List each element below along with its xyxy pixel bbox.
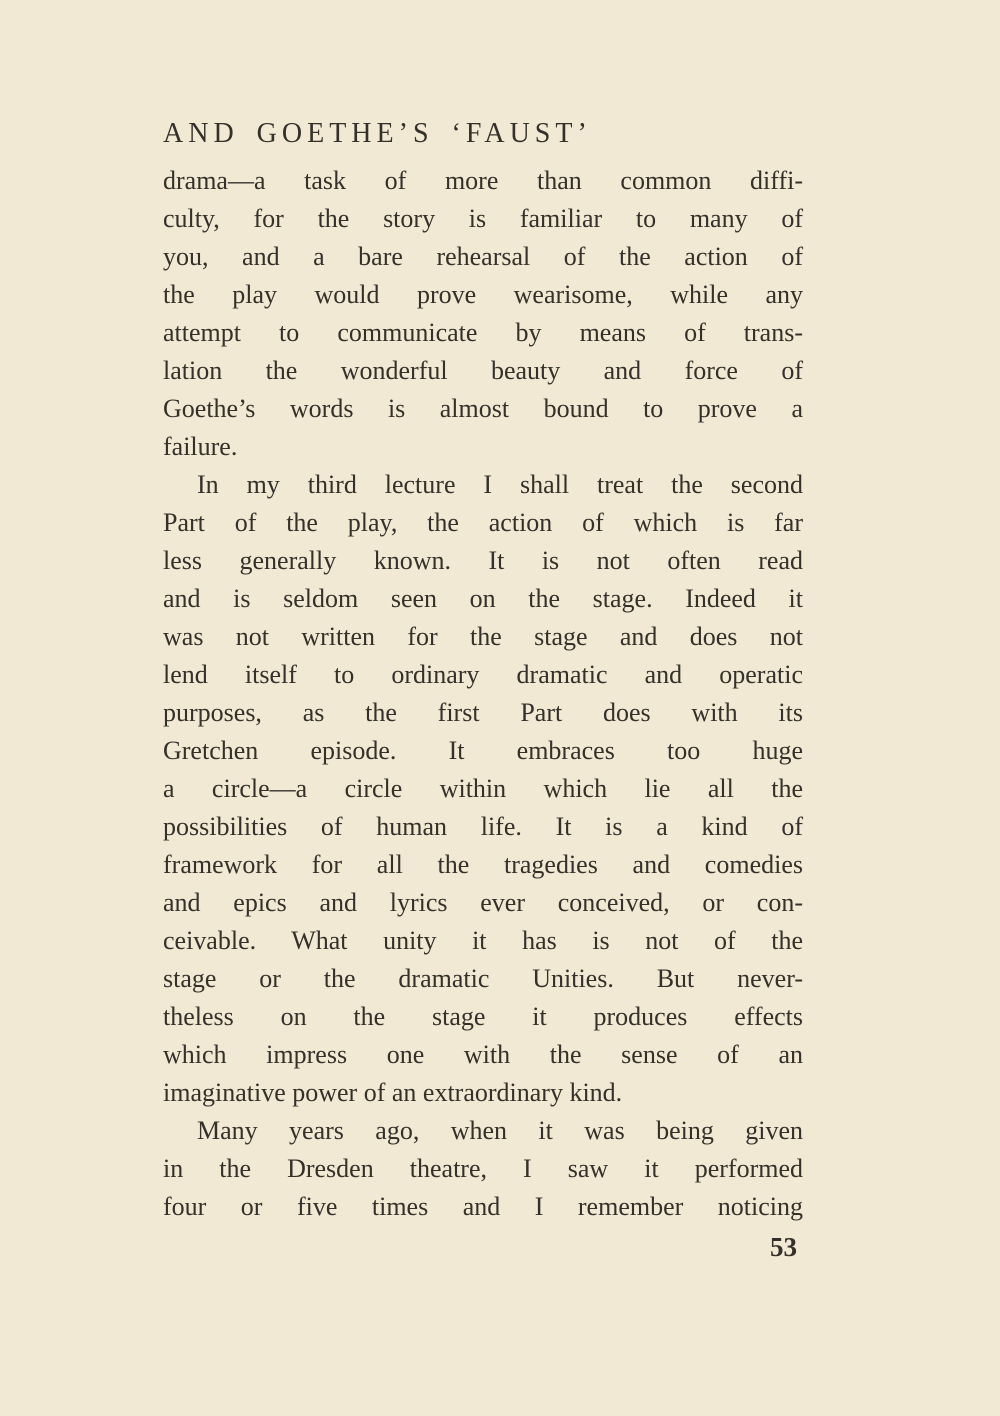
text-line: ceivable. What unity it has is not of the bbox=[163, 926, 803, 955]
text-line: Gretchen episode. It embraces too huge bbox=[163, 736, 803, 765]
text-line: less generally known. It is not often read bbox=[163, 546, 803, 575]
text-line: framework for all the tragedies and comedies bbox=[163, 850, 803, 879]
text-line: four or five times and I remember noticing bbox=[163, 1192, 803, 1221]
text-line: drama—a task of more than common diffi- bbox=[163, 166, 803, 195]
text-block bbox=[163, 118, 803, 1263]
text-line: In my third lecture I shall treat the second bbox=[197, 470, 803, 499]
text-line: theless on the stage it produces effects bbox=[163, 1002, 803, 1031]
text-line: attempt to communicate by means of trans- bbox=[163, 318, 803, 347]
text-line: lation the wonderful beauty and force of bbox=[163, 356, 803, 385]
running-header: AND GOETHE’S ‘FAUST’ bbox=[163, 118, 592, 149]
page-number: 53 bbox=[770, 1232, 797, 1262]
text-line: lend itself to ordinary dramatic and operatic bbox=[163, 660, 803, 689]
text-line: which impress one with the sense of an bbox=[163, 1040, 803, 1069]
paragraph bbox=[163, 162, 803, 466]
text-line: Goethe’s words is almost bound to prove a bbox=[163, 394, 803, 423]
text-line: and is seldom seen on the stage. Indeed it bbox=[163, 584, 803, 613]
text-line: Many years ago, when it was being given bbox=[197, 1116, 803, 1145]
text-line: the play would prove wearisome, while any bbox=[163, 280, 803, 309]
text-line: was not written for the stage and does not bbox=[163, 622, 803, 651]
paragraph bbox=[163, 1112, 803, 1226]
text-line: culty, for the story is familiar to many of bbox=[163, 204, 803, 233]
text-line: imaginative power of an extraordinary kind. bbox=[163, 1078, 623, 1107]
text-line: a circle—a circle within which lie all the bbox=[163, 774, 803, 803]
text-line: purposes, as the first Part does with its bbox=[163, 698, 803, 727]
text-line: Part of the play, the action of which is far bbox=[163, 508, 803, 537]
paragraph bbox=[163, 466, 803, 1112]
text-line: failure. bbox=[163, 432, 238, 461]
page-body bbox=[163, 162, 803, 1226]
text-line: you, and a bare rehearsal of the action of bbox=[163, 242, 803, 271]
text-line: stage or the dramatic Unities. But never- bbox=[163, 964, 803, 993]
text-line: in the Dresden theatre, I saw it performed bbox=[163, 1154, 803, 1183]
text-line: and epics and lyrics ever conceived, or con- bbox=[163, 888, 803, 917]
text-line: possibilities of human life. It is a kind of bbox=[163, 812, 803, 841]
